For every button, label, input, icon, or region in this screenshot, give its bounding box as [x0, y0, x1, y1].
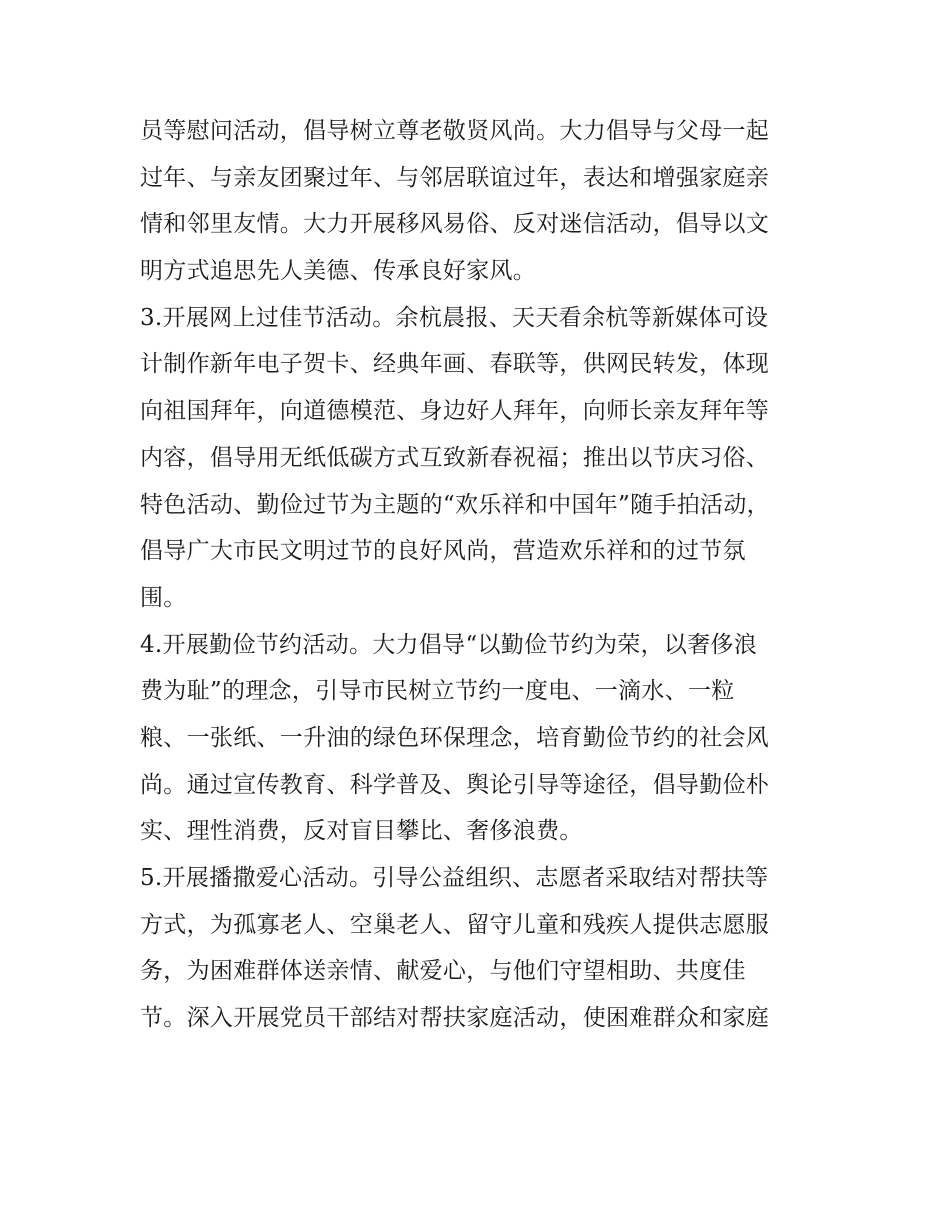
text-line: 3.开展网上过佳节活动。余杭晨报、天天看余杭等新媒体可设: [140, 304, 769, 331]
text-line: 情和邻里友情。大力开展移风易俗、反对迷信活动，倡导以文: [140, 211, 770, 238]
text-line: 过年、与亲友团聚过年、与邻居联谊过年，表达和增强家庭亲: [140, 164, 770, 191]
text-line: 4.开展勤俭节约活动。大力倡导“以勤俭节约为荣，以奢侈浪: [140, 631, 758, 658]
text-line: 计制作新年电子贺卡、经典年画、春联等，供网民转发，体现: [140, 351, 770, 378]
text-line: 5.开展播撒爱心活动。引导公益组织、志愿者采取结对帮扶等: [140, 865, 769, 891]
text-line: 粮、一张纸、一升油的绿色环保理念，培育勤俭节约的社会风: [140, 724, 770, 751]
text-line: 费为耻”的理念，引导市民树立节约一度电、一滴水、一粒: [140, 678, 735, 705]
text-line: 向祖国拜年，向道德模范、身边好人拜年，向师长亲友拜年等: [140, 398, 770, 425]
text-line: 务，为困难群体送亲情、献爱心，与他们守望相助、共度佳: [140, 958, 746, 985]
text-line: 尚。通过宣传教育、科学普及、舆论引导等途径，倡导勤俭朴: [140, 771, 770, 798]
text-line: 围。: [140, 584, 187, 611]
text-line: 特色活动、勤俭过节为主题的“欢乐祥和中国年”随手拍活动，: [140, 491, 770, 518]
text-line: 节。深入开展党员干部结对帮扶家庭活动，使困难群众和家庭: [140, 1005, 770, 1032]
text-line: 明方式追思先人美德、传承良好家风。: [140, 258, 537, 285]
text-line: 内容，倡导用无纸低碳方式互致新春祝福；推出以节庆习俗、: [140, 444, 770, 471]
text-line: 倡导广大市民文明过节的良好风尚，营造欢乐祥和的过节氛: [140, 538, 746, 565]
text-line: 实、理性消费，反对盲目攀比、奢侈浪费。: [140, 818, 583, 845]
text-line: 员等慰问活动，倡导树立尊老敬贤风尚。大力倡导与父母一起: [140, 118, 770, 144]
text-line: 方式，为孤寡老人、空巢老人、留守儿童和残疾人提供志愿服: [140, 911, 770, 938]
body-text: [140, 108, 820, 1042]
